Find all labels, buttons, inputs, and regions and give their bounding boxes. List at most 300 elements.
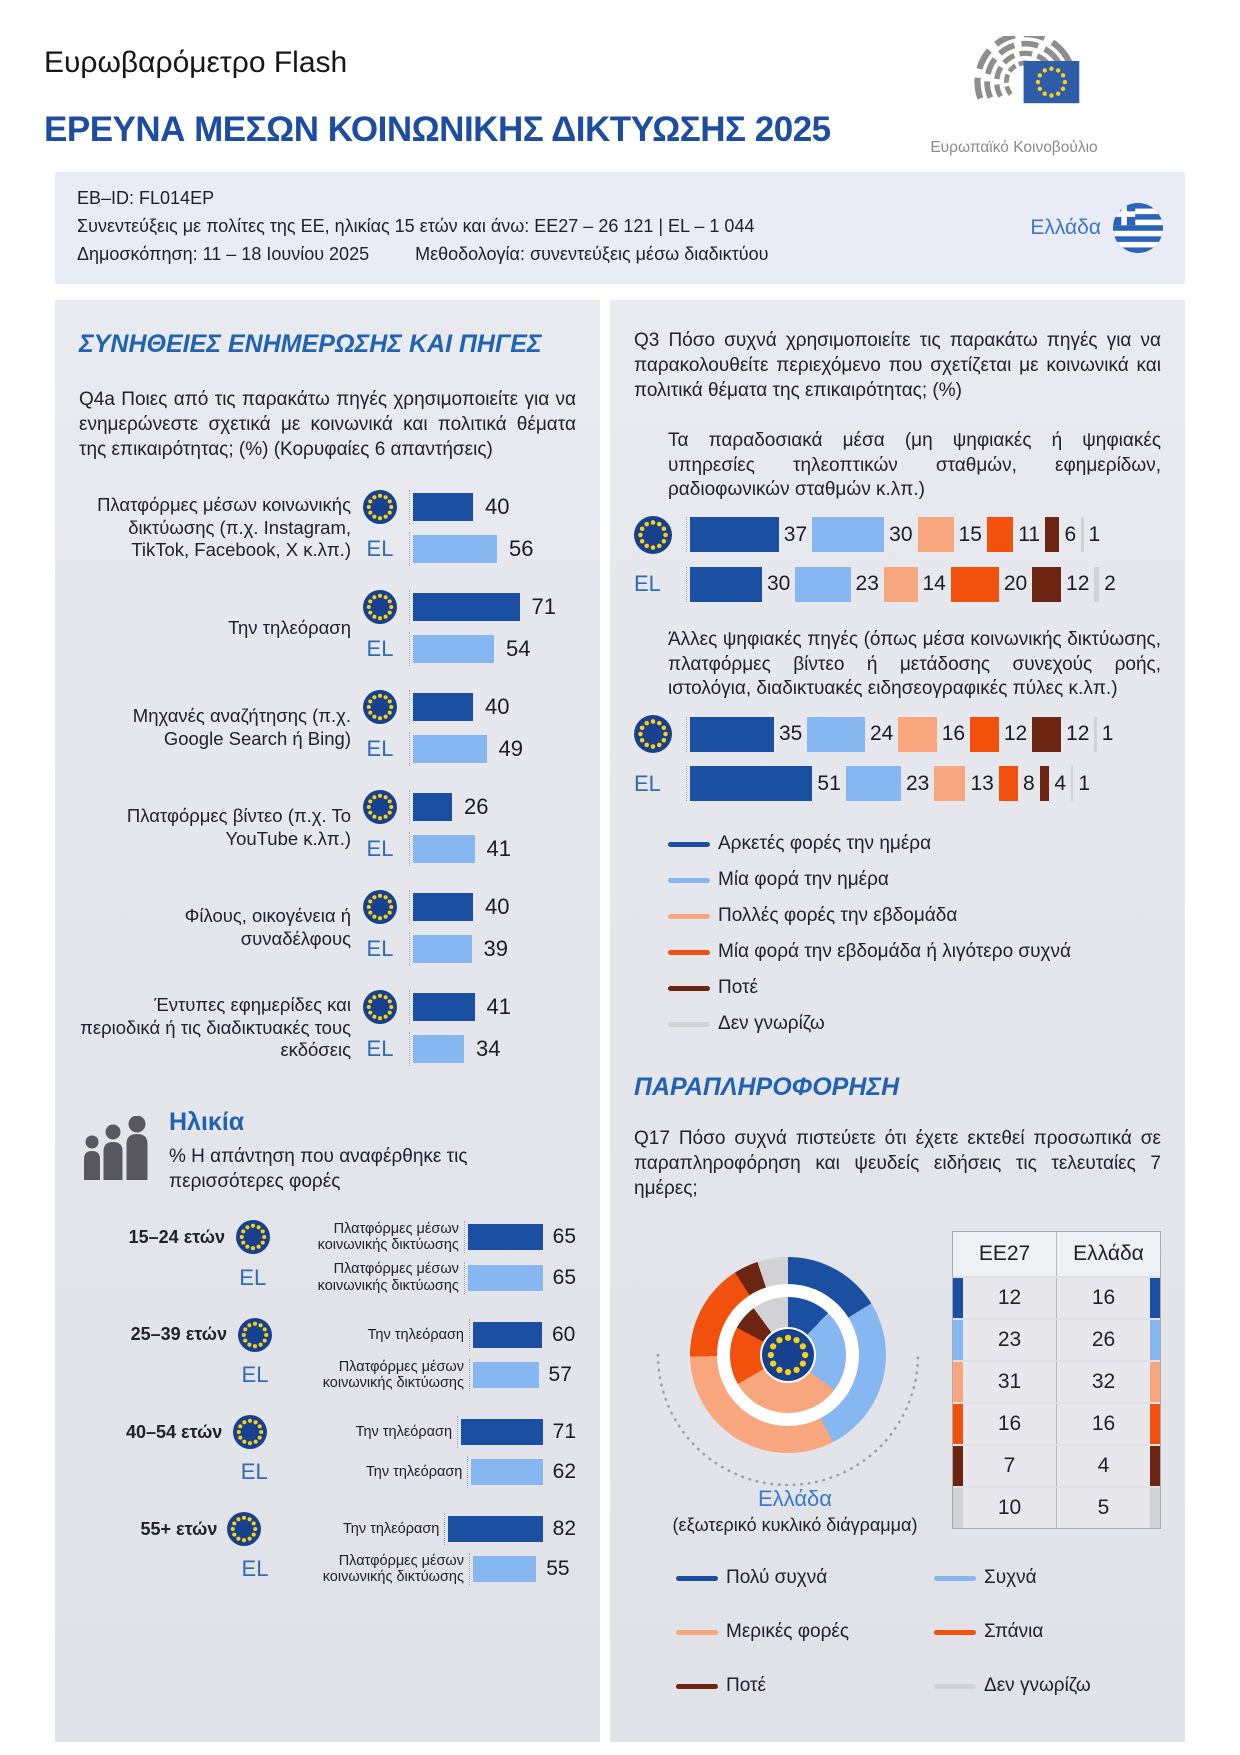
fieldwork-methodology: [77, 241, 1163, 269]
page-title: ΕΡΕΥΝΑ ΜΕΣΩΝ ΚΟΙΝΩΝΙΚΗΣ ΔΙΚΤΥΩΣΗΣ 2025: [44, 110, 831, 149]
legend-item: [668, 1013, 1161, 1035]
stack-segment: [690, 567, 762, 602]
q4a-item: [79, 490, 576, 566]
el-label-text: EL: [241, 1361, 269, 1387]
el-label-text: EL: [240, 1459, 268, 1485]
row-color-strip: [1150, 1278, 1160, 1318]
category-label: Την τηλεόραση: [228, 616, 351, 638]
el-bar: [473, 1556, 536, 1582]
greece-flag-icon: [1113, 203, 1163, 253]
segment-value: 20: [1003, 572, 1028, 596]
bar-zone: [444, 1513, 576, 1545]
el-label: [634, 571, 686, 597]
bar-zone: [469, 1319, 575, 1351]
table-row: [953, 1488, 1160, 1528]
bar-zone: [464, 1221, 576, 1253]
stack-segment: [951, 567, 999, 602]
q4a-item: [79, 590, 576, 666]
stacked-bar-row: [634, 567, 1161, 602]
legend-label: Ποτέ: [718, 977, 758, 999]
eu-bar: [413, 693, 473, 721]
eu-flag: [361, 490, 399, 524]
legend-swatch: [676, 1576, 718, 1581]
top-answer-label: Πλατφόρμες μέσων κοινωνικής δικτύωσης: [317, 1261, 459, 1294]
q3-question: Q3 Πόσο συχνά χρησιμοποιείτε τις παρακάτω πηγές για να παρακολουθείτε περιεχόμενο που σχετίζεται με κοινωνικά και πολιτικά θέματα της επικαιρότητας; (%): [634, 329, 1161, 401]
age-section-header: [79, 1108, 576, 1194]
bar-value: 54: [506, 635, 531, 661]
stacked-segments: [686, 567, 1121, 602]
legend-swatch: [668, 1022, 710, 1027]
table-header-cell: Ελλάδα: [1056, 1232, 1160, 1276]
bar-zone: [409, 590, 556, 624]
age-bar-chart: [79, 1220, 576, 1585]
eu-bar: [413, 893, 473, 921]
q3-digital-subtitle: Άλλες ψηφιακές πηγές (όπως μέσα κοινωνικής δικτύωσης, πλατφόρμες βίντεο ή μετάδοσης συνεχούς ροής, ιστολόγια, διαδικτυακές ειδησεογραφικές πύλες κ.λπ.): [668, 628, 1161, 700]
stacked-bar-row: [634, 516, 1161, 554]
stack-segment: [812, 517, 884, 552]
bar-zone: [409, 1032, 500, 1066]
age-bar-row: [79, 1220, 576, 1254]
donut-center-eu-flag: [762, 1329, 814, 1386]
segment-value: 13: [970, 771, 994, 795]
legend-swatch: [934, 1684, 976, 1689]
bar-value: 65: [552, 1265, 576, 1289]
eu27-value-cell: 12: [997, 1286, 1022, 1310]
stack-segment: [846, 766, 901, 801]
eu27-value-cell: 7: [1003, 1454, 1016, 1478]
eu-flag: [230, 1415, 269, 1449]
el-label: [235, 1362, 275, 1388]
legend-label: Αρκετές φορές την ημέρα: [718, 833, 932, 855]
stack-segment: [987, 517, 1013, 552]
el-label-text: EL: [239, 1264, 267, 1290]
stack-segment: [898, 717, 936, 752]
legend-label: Μία φορά την ημέρα: [718, 869, 889, 891]
top-answer-label: Πλατφόρμες μέσων κοινωνικής δικτύωσης: [317, 1221, 459, 1254]
legend-swatch: [668, 878, 710, 883]
segment-value: 2: [1104, 572, 1116, 596]
el-label: [361, 1036, 399, 1062]
stack-segment: [690, 717, 774, 752]
age-group: [79, 1512, 576, 1585]
eu-flag: [361, 990, 399, 1024]
bar-value: 82: [552, 1517, 577, 1541]
eu-bar: [413, 493, 473, 521]
ep-hemicycle-icon: [926, 36, 1102, 132]
stack-segment: [1094, 567, 1099, 602]
bar-pair: [361, 790, 511, 866]
legend-swatch: [676, 1684, 718, 1689]
category-label: Πλατφόρμες βίντεο (π.χ. Το YouTube κ.λπ.): [126, 805, 351, 849]
stack-segment: [795, 567, 850, 602]
legend-label: Μία φορά την εβδομάδα ή λιγότερο συχνά: [718, 941, 1072, 963]
segment-value: 30: [767, 572, 791, 596]
el-label: [234, 1459, 274, 1485]
eu-flag-icon: [227, 1512, 261, 1546]
legend-item: [676, 1621, 934, 1643]
stacked-bar-row: [634, 766, 1161, 801]
row-color-strip: [953, 1362, 963, 1402]
survey-meta-bar: [55, 172, 1185, 284]
el-bar: [413, 835, 475, 863]
age-title: Ηλικία: [169, 1107, 245, 1136]
bar-value: 39: [483, 935, 508, 961]
bar-value: 34: [476, 1035, 501, 1061]
bar-value: 62: [552, 1460, 576, 1484]
page-header: [0, 0, 1240, 156]
row-color-strip: [953, 1278, 963, 1318]
segment-value: 4: [1054, 771, 1066, 795]
table-row: [953, 1278, 1160, 1318]
eu-flag-icon: [363, 890, 397, 924]
eu27-value-cell: 23: [997, 1328, 1022, 1352]
bar-value: 60: [552, 1322, 576, 1346]
bar-value: 71: [552, 1420, 577, 1444]
legend-label: Δεν γνωρίζω: [718, 1013, 825, 1035]
bar-row: [361, 632, 556, 666]
eu-flag: [361, 590, 399, 624]
eu-flag: [225, 1512, 262, 1546]
greece-value-cell: 26: [1056, 1320, 1150, 1360]
bar-zone: [409, 790, 488, 824]
legend-item: [676, 1675, 934, 1697]
age-bar-row: [79, 1318, 576, 1352]
el-label: [361, 536, 399, 562]
eu-flag-icon: [363, 590, 397, 624]
greece-value-cell: 5: [1056, 1488, 1150, 1528]
el-label: [361, 736, 399, 762]
legend-label: Ποτέ: [726, 1675, 766, 1697]
segment-value: 16: [941, 722, 966, 746]
row-color-strip: [953, 1320, 963, 1360]
legend-item: [668, 941, 1161, 963]
habits-section-title: ΣΥΝΗΘΕΙΕΣ ΕΝΗΜΕΡΩΣΗΣ ΚΑΙ ΠΗΓΕΣ: [79, 329, 542, 358]
row-color-strip: [1150, 1404, 1160, 1444]
row-color-strip: [1150, 1446, 1160, 1486]
age-category-label: 25–39 ετών: [130, 1324, 227, 1345]
top-answer-label: Πλατφόρμες μέσων κοινωνικής δικτύωσης: [322, 1553, 464, 1586]
ep-logo-caption: Ευρωπαϊκό Κοινοβούλιο: [930, 139, 1098, 156]
eu-bar: [413, 593, 520, 621]
legend-item: [668, 833, 1161, 855]
el-bar: [413, 535, 497, 563]
eu-flag: [235, 1318, 275, 1352]
legend-label: Πολλές φορές την εβδομάδα: [718, 905, 958, 927]
legend-item: [934, 1675, 1184, 1697]
bar-row: [361, 732, 523, 766]
segment-value: 12: [1003, 722, 1028, 746]
eu-flag-icon: [634, 516, 672, 554]
age-bar-row: [79, 1261, 576, 1293]
legend-swatch: [668, 914, 710, 919]
el-bar: [413, 1035, 464, 1063]
q17-chart-row: [634, 1227, 1161, 1535]
age-category-label: 40–54 ετών: [125, 1421, 223, 1442]
bar-value: 40: [485, 493, 510, 519]
bar-pair: [361, 690, 523, 766]
table-row: [953, 1320, 1160, 1360]
eu-bar: [413, 993, 475, 1021]
el-label: [235, 1556, 275, 1582]
el-label: [233, 1265, 272, 1291]
el-label: [361, 936, 399, 962]
eu-flag: [361, 690, 399, 724]
bar-zone: [409, 632, 530, 666]
greece-value-cell: 32: [1056, 1362, 1150, 1402]
legend-label: Μερικές φορές: [726, 1621, 850, 1643]
top-answer-label: Την τηλεόραση: [343, 1521, 440, 1538]
eu-flag: [361, 790, 399, 824]
el-label: [361, 636, 399, 662]
el-label-text: EL: [634, 571, 661, 597]
legend-swatch: [676, 1630, 718, 1635]
age-bar-row: [79, 1456, 576, 1488]
el-label-text: EL: [366, 835, 394, 861]
stack-segment: [690, 766, 812, 801]
bar-value: 26: [464, 793, 489, 819]
bar-zone: [409, 732, 523, 766]
q4a-question: Q4a Ποιες από τις παρακάτω πηγές χρησιμοποιείτε για να ενημερώνεστε σχετικά με κοινωνικά και πολιτικά θέματα της επικαιρότητας; (%) (Κορυφαίες 6 απαντήσεις): [79, 388, 576, 460]
eu-flag: [634, 516, 686, 554]
segment-value: 37: [783, 522, 808, 546]
eu27-value-cell: 31: [997, 1370, 1022, 1394]
eu-flag-icon: [363, 990, 397, 1024]
q17-table: [952, 1231, 1161, 1529]
bar-pair: [361, 990, 511, 1066]
stack-segment: [918, 517, 954, 552]
bar-zone: [409, 690, 509, 724]
bar-value: 56: [509, 535, 534, 561]
fieldwork-dates: Δημοσκόπηση: 11 – 18 Ιουνίου 2025: [77, 243, 370, 264]
eu-bar: [448, 1516, 542, 1542]
row-color-strip: [1150, 1320, 1160, 1360]
bar-value: 49: [498, 735, 523, 761]
stack-segment: [1045, 517, 1059, 552]
bar-row: [361, 532, 533, 566]
top-answer-label: Την τηλεόραση: [355, 1424, 453, 1441]
bar-zone: [409, 532, 533, 566]
age-bar-row: [79, 1553, 576, 1585]
bar-zone: [409, 832, 511, 866]
el-label-text: EL: [366, 635, 394, 661]
segment-value: 8: [1023, 771, 1035, 795]
legend-label: Δεν γνωρίζω: [984, 1675, 1091, 1697]
el-bar: [413, 735, 487, 763]
stacked-segments: [686, 717, 1118, 752]
legend-swatch: [934, 1630, 976, 1635]
legend-item: [676, 1567, 934, 1589]
greece-value-cell: 16: [1056, 1278, 1150, 1318]
sample-info: Συνεντεύξεις με πολίτες της ΕΕ, ηλικίας 15 ετών και άνω: ΕΕ27 – 26 121 | EL – 1 044: [77, 215, 755, 236]
age-bar-row: [79, 1415, 576, 1449]
european-parliament-logo: [926, 36, 1102, 157]
frequency-panel: [610, 300, 1185, 1742]
bar-zone: [469, 1359, 572, 1391]
segment-value: 35: [779, 722, 803, 746]
age-bar-row: [79, 1512, 576, 1546]
q17-question: Q17 Πόσο συχνά πιστεύετε ότι έχετε εκτεθεί προσωπικά σε παραπληροφόρηση και ψευδείς ειδήσεις τις τελευταίες 7 ημέρες;: [634, 1128, 1161, 1200]
donut-caption-country: Ελλάδα: [757, 1486, 833, 1512]
age-group: [79, 1318, 576, 1391]
segment-value: 1: [1078, 771, 1091, 795]
bar-zone: [409, 890, 509, 924]
bar-value: 40: [485, 693, 510, 719]
row-color-strip: [1150, 1488, 1160, 1528]
bar-zone: [469, 1553, 570, 1585]
row-color-strip: [953, 1404, 963, 1444]
legend-label: Συχνά: [984, 1567, 1037, 1589]
age-people-icon: [79, 1108, 155, 1180]
greece-value-cell: 4: [1056, 1446, 1150, 1486]
eu-flag-icon: [233, 1415, 267, 1449]
table-row: [953, 1404, 1160, 1444]
eu-bar: [473, 1322, 542, 1348]
q4a-bar-chart: [79, 490, 576, 1066]
legend-swatch: [668, 842, 710, 847]
age-group: [79, 1415, 576, 1488]
el-label-text: EL: [366, 735, 394, 761]
top-answer-label: Την τηλεόραση: [365, 1464, 463, 1481]
el-bar: [471, 1459, 542, 1485]
bar-row: [361, 590, 556, 624]
stack-segment: [934, 766, 965, 801]
bar-value: 40: [485, 893, 510, 919]
q4a-item: [79, 790, 576, 866]
eu-flag-icon: [762, 1329, 814, 1381]
bar-row: [361, 990, 511, 1024]
segment-value: 15: [958, 522, 982, 546]
eu-flag: [233, 1220, 272, 1254]
bar-pair: [361, 590, 556, 666]
stack-segment: [1040, 766, 1050, 801]
eu-bar: [468, 1224, 543, 1250]
table-row: [953, 1362, 1160, 1402]
bar-pair: [361, 490, 533, 566]
el-bar: [413, 635, 494, 663]
eu-flag-icon: [238, 1318, 272, 1352]
eu-flag-icon: [236, 1220, 270, 1254]
table-header-cell: ΕΕ27: [978, 1242, 1031, 1266]
eu-flag-icon: [363, 690, 397, 724]
bar-zone: [409, 990, 511, 1024]
category-label: Έντυπες εφημερίδες και περιοδικά ή τις διαδικτυακές τους εκδόσεις: [80, 994, 351, 1061]
legend-item: [668, 977, 1161, 999]
segment-value: 12: [1066, 572, 1090, 596]
el-bar: [468, 1265, 543, 1291]
el-bar: [473, 1362, 539, 1388]
stacked-segments: [686, 517, 1105, 552]
legend-item: [934, 1567, 1184, 1589]
row-color-strip: [953, 1446, 963, 1486]
age-category-label: 55+ ετών: [140, 1518, 218, 1539]
age-subtitle: % Η απάντηση που αναφέρθηκε τις περισσότερες φορές: [169, 1145, 468, 1192]
eb-id: EB–ID: FL014EP: [77, 188, 215, 208]
legend-swatch: [668, 950, 710, 955]
bar-pair: [361, 890, 509, 966]
q3-digital-chart: [634, 715, 1161, 801]
q4a-item: [79, 690, 576, 766]
q4a-item: [79, 990, 576, 1066]
table-header-row: [953, 1232, 1160, 1276]
segment-value: 1: [1101, 722, 1114, 746]
legend-item: [668, 905, 1161, 927]
bar-zone: [467, 1456, 576, 1488]
methodology: Μεθοδολογία: συνεντεύξεις μέσω διαδικτύου: [415, 243, 769, 264]
stack-segment: [1094, 717, 1096, 752]
legend-swatch: [934, 1576, 976, 1581]
frequency-legend: [668, 833, 1161, 1035]
bar-row: [361, 832, 511, 866]
segment-value: 12: [1066, 722, 1090, 746]
el-label: [634, 771, 686, 797]
eu-flag-icon: [363, 490, 397, 524]
segment-value: 11: [1018, 522, 1041, 546]
stack-segment: [1071, 766, 1073, 801]
table-row: [953, 1446, 1160, 1486]
edition-supertitle: Ευρωβαρόμετρο Flash: [44, 46, 348, 79]
exposure-legend: [676, 1567, 1161, 1697]
q17-double-donut: [634, 1227, 950, 1535]
stack-segment: [970, 717, 999, 752]
donut-caption: [620, 1485, 970, 1537]
stacked-segments: [686, 766, 1095, 801]
legend-label: Σπάνια: [984, 1621, 1044, 1643]
age-group: [79, 1220, 576, 1293]
age-category-label: 15–24 ετών: [128, 1226, 225, 1247]
el-label: [361, 836, 399, 862]
category-label: Φίλους, οικογένεια ή συναδέλφους: [184, 905, 351, 949]
content-columns: [55, 300, 1185, 1742]
greece-value-cell: 16: [1056, 1404, 1150, 1444]
eu-bar: [413, 793, 452, 821]
q3-traditional-chart: [634, 516, 1161, 602]
eu27-value-cell: 16: [997, 1412, 1022, 1436]
bar-row: [361, 790, 511, 824]
category-label: Πλατφόρμες μέσων κοινωνικής δικτύωσης (π.χ. Instagram, TikTok, Facebook, X κ.λπ.): [97, 494, 351, 561]
legend-swatch: [668, 986, 710, 991]
el-label-text: EL: [241, 1556, 269, 1582]
segment-value: 6: [1064, 522, 1077, 546]
q3-traditional-subtitle: Τα παραδοσιακά μέσα (μη ψηφιακές ή ψηφιακές υπηρεσίες τηλεοπτικών σταθμών, εφημερίδων, ραδιοφωνικών σταθμών κ.λπ.): [668, 429, 1161, 501]
bar-value: 55: [546, 1557, 570, 1581]
el-label-text: EL: [366, 935, 394, 961]
row-color-strip: [1150, 1362, 1160, 1402]
segment-value: 30: [889, 522, 913, 546]
bar-zone: [409, 490, 509, 524]
bar-value: 71: [531, 593, 556, 619]
segment-value: 23: [855, 572, 879, 596]
bar-zone: [464, 1262, 576, 1294]
eu27-value-cell: 10: [997, 1496, 1022, 1520]
age-bar-row: [79, 1359, 576, 1391]
stack-segment: [999, 766, 1018, 801]
legend-item: [934, 1621, 1184, 1643]
el-bar: [413, 935, 472, 963]
el-label-text: EL: [366, 1035, 394, 1061]
stacked-bar-row: [634, 715, 1161, 753]
bar-zone: [409, 932, 508, 966]
el-label-text: EL: [366, 535, 394, 561]
segment-value: 51: [817, 771, 841, 795]
eu-flag: [361, 890, 399, 924]
legend-item: [668, 869, 1161, 891]
segment-value: 1: [1088, 522, 1101, 546]
donut-caption-note: (εξωτερικό κυκλικό διάγραμμα): [672, 1514, 918, 1535]
stack-segment: [1081, 517, 1083, 552]
bar-value: 65: [552, 1225, 576, 1249]
stack-segment: [1032, 717, 1061, 752]
eu-flag-icon: [634, 715, 672, 753]
